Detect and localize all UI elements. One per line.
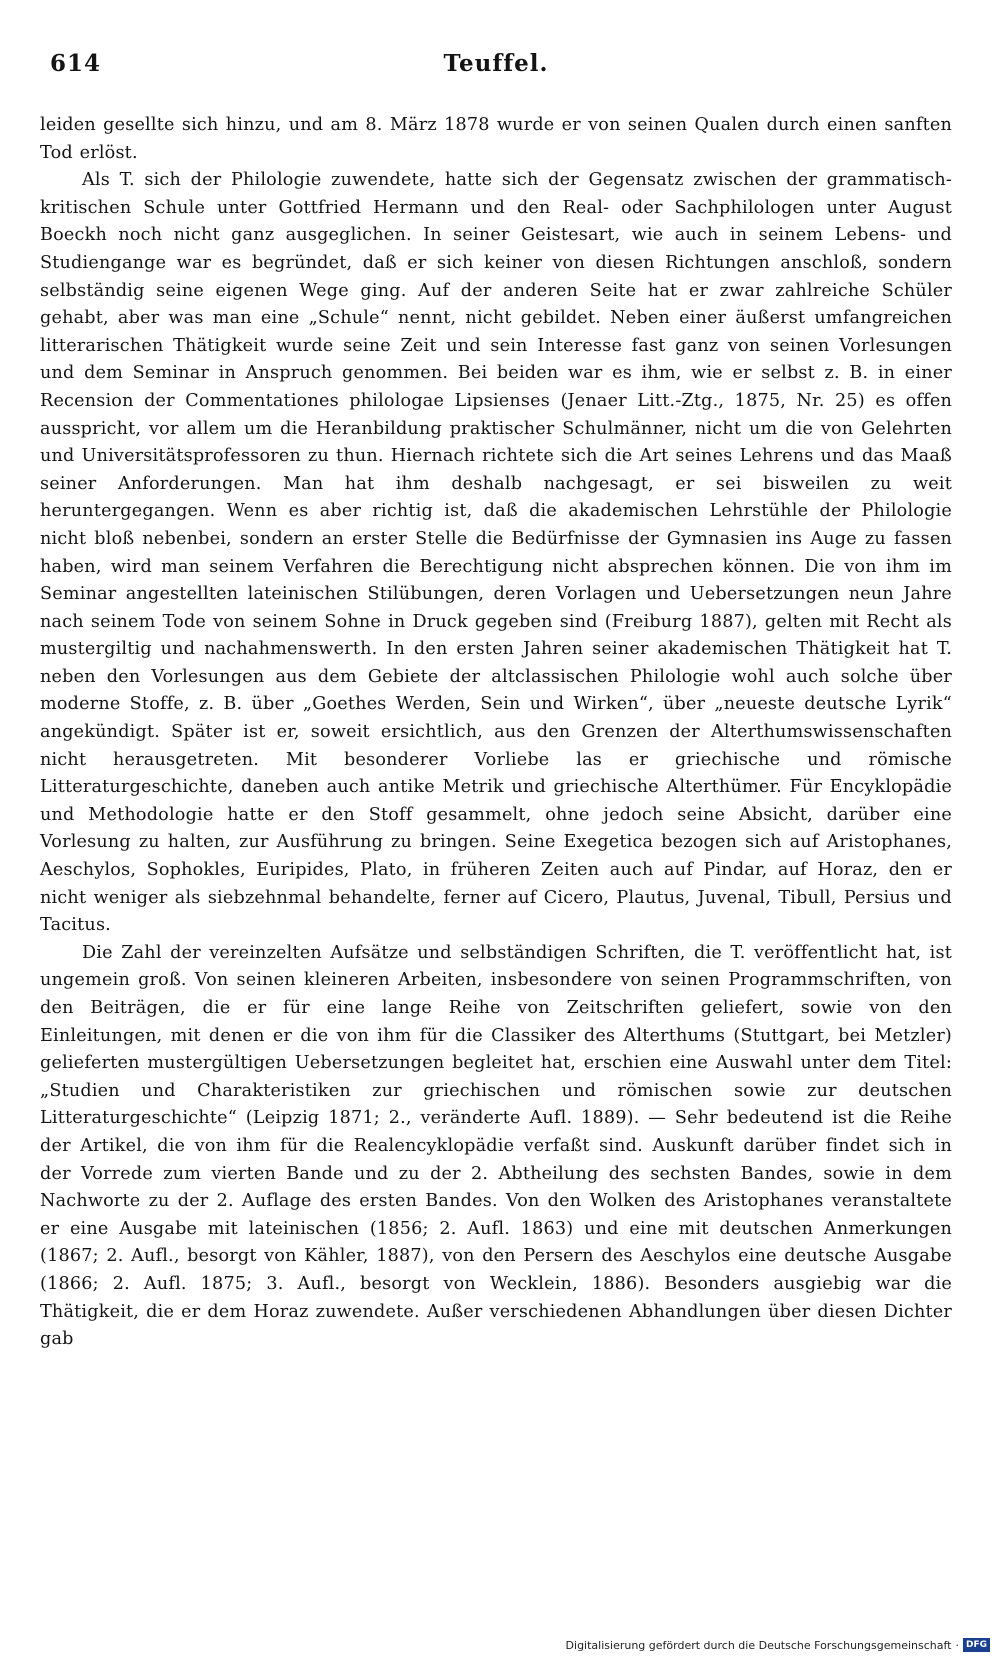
page-header [40, 40, 952, 80]
page-number: 614 [50, 50, 102, 77]
running-title: Teuffel. [443, 50, 549, 77]
digitization-footer: Digitalisierung gefördert durch die Deutsche Forschungsgemeinschaft · DFG [566, 1638, 990, 1652]
page [40, 40, 952, 1354]
body-text [40, 112, 952, 1354]
footer-credit: Digitalisierung gefördert durch die Deutsche Forschungsgemeinschaft [565, 1638, 952, 1652]
paragraph: Als T. sich der Philologie zuwendete, hatte sich der Gegensatz zwischen der grammatisch-kritischen Schule unter Gottfried Hermann und den Real- oder Sachphilologen unter August Boeckh noch nicht ganz ausgeglichen. In seiner Geistesart, wie auch in seinem Lebens- und Studiengange war es begründet, daß er sich keiner von diesen Richtungen anschloß, sondern selbständig seine eigenen Wege ging. Auf der anderen Seite hat er zwar zahlreiche Schüler gehabt, aber was man eine „Schule“ nennt, nicht gebildet. Neben einer äußerst umfangreichen litterarischen Thätigkeit wurde seine Zeit und sein Interesse fast ganz von seinen Vorlesungen und dem Seminar in Anspruch genommen. Bei beiden war es ihm, wie er selbst z. B. in einer Recension der Commentationes philologae Lipsienses (Jenaer Litt.-Ztg., 1875, Nr. 25) es offen ausspricht, vor allem um die Heranbildung praktischer Schulmänner, nicht um die von Gelehrten und Universitätsprofessoren zu thun. Hiernach richtete sich die Art seines Lehrens und das Maaß seiner Anforderungen. Man hat ihm deshalb nachgesagt, er sei bisweilen zu weit heruntergegangen. Wenn es aber richtig ist, daß die akademischen Lehrstühle der Philologie nicht bloß nebenbei, sondern an erster Stelle die Bedürfnisse der Gymnasien ins Auge zu fassen haben, wird man seinem Verfahren die Berechtigung nicht absprechen können. Die von ihm im Seminar angestellten lateinischen Stilübungen, deren Vorlagen und Uebersetzungen neun Jahre nach seinem Tode von seinem Sohne in Druck gegeben sind (Freiburg 1887), gelten mit Recht als mustergiltig und nachahmenswerth. In den ersten Jahren seiner akademischen Thätigkeit hat T. neben den Vorlesungen aus dem Gebiete der altclassischen Philologie wohl auch solche über moderne Stoffe, z. B. über „Goethes Werden, Sein und Wirken“, über „neueste deutsche Lyrik“ angekündigt. Später ist er, soweit ersichtlich, aus den Grenzen der Alterthumswissenschaften nicht herausgetreten. Mit besonderer Vorliebe las er griechische und römische Litteraturgeschichte, daneben auch antike Metrik und griechische Alterthümer. Für Encyklopädie und Methodologie hatte er den Stoff gesammelt, ohne jedoch seine Absicht, darüber eine Vorlesung zu halten, zur Ausführung zu bringen. Seine Exegetica bezogen sich auf Aristophanes, Aeschylos, Sophokles, Euripides, Plato, in früheren Zeiten auch auf Pindar, auf Horaz, den er nicht weniger als siebzehnmal behandelte, ferner auf Cicero, Plautus, Juvenal, Tibull, Persius und Tacitus. [40, 170, 952, 936]
dfg-logo: DFG [963, 1638, 990, 1652]
paragraph: leiden gesellte sich hinzu, und am 8. März 1878 wurde er von seinen Qualen durch einen sanften Tod erlöst. [40, 115, 952, 163]
paragraph: Die Zahl der vereinzelten Aufsätze und selbständigen Schriften, die T. veröffentlicht hat, ist ungemein groß. Von seinen kleineren Arbeiten, insbesondere von seinen Programmschriften, von den Beiträgen, die er für eine lange Reihe von Zeitschriften geliefert, sowie von den Einleitungen, mit denen er die von ihm für die Classiker des Alterthums (Stuttgart, bei Metzler) gelieferten mustergültigen Uebersetzungen begleitet hat, erschien eine Auswahl unter dem Titel: „Studien und Charakteristiken zur griechischen und römischen sowie zur deutschen Litteraturgeschichte“ (Leipzig 1871; 2., veränderte Aufl. 1889). — Sehr bedeutend ist die Reihe der Artikel, die von ihm für die Realencyklopädie verfaßt sind. Auskunft darüber findet sich in der Vorrede zum vierten Bande und zu der 2. Abtheilung des sechsten Bandes, sowie in dem Nachworte zu der 2. Auflage des ersten Bandes. Von den Wolken des Aristophanes veranstaltete er eine Ausgabe mit lateinischen (1856; 2. Aufl. 1863) und eine mit deutschen Anmerkungen (1867; 2. Aufl., besorgt von Kähler, 1887), von den Persern des Aeschylos eine deutsche Ausgabe (1866; 2. Aufl. 1875; 3. Aufl., besorgt von Wecklein, 1886). Besonders ausgiebig war die Thätigkeit, die er dem Horaz zuwendete. Außer verschiedenen Abhandlungen über diesen Dichter gab [40, 942, 952, 1350]
